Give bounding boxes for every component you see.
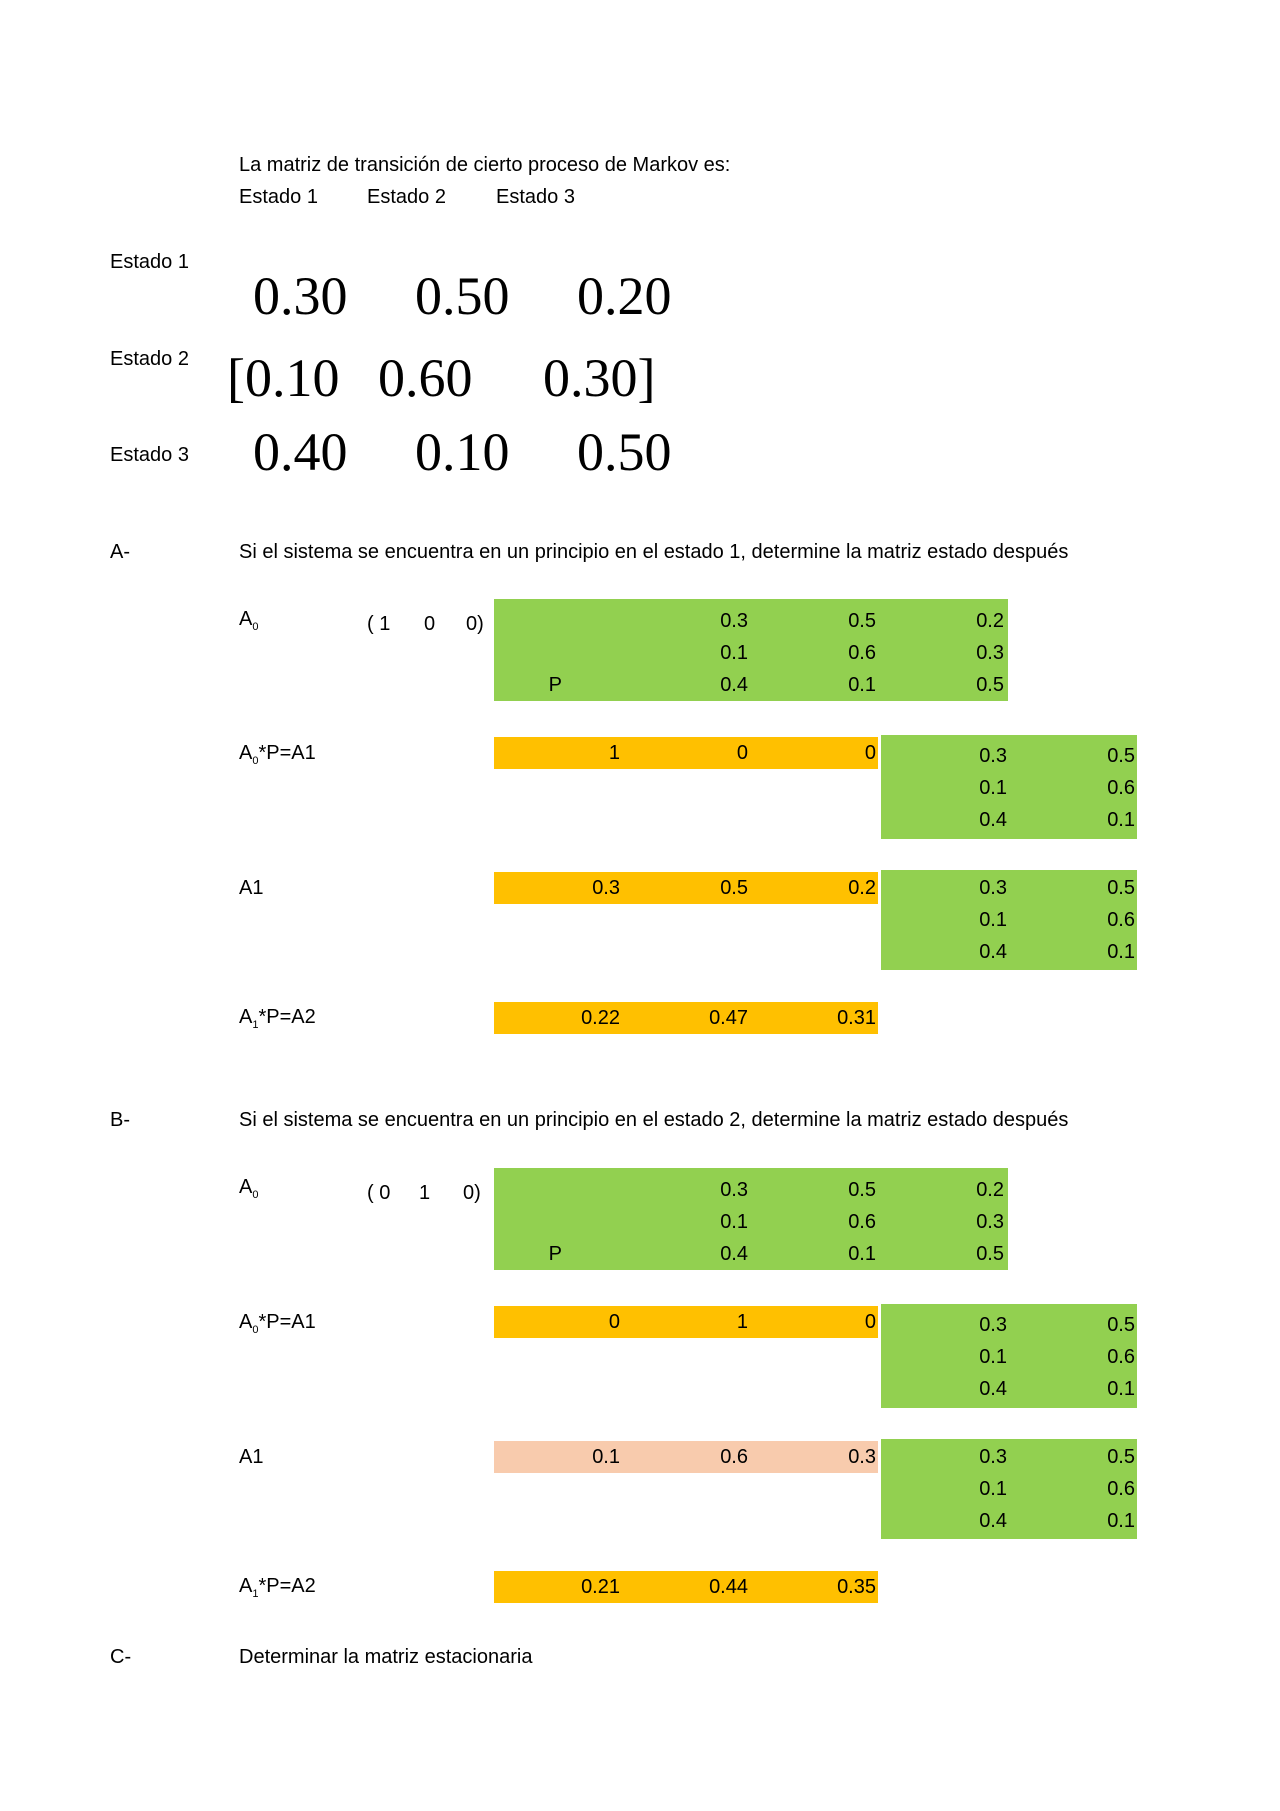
- a-step1-label: $A_0*P=A1$: [239, 742, 316, 767]
- matrix-r1-c2: 0.50: [415, 266, 510, 326]
- b-a1-m-r1-c1: 0.3: [979, 1446, 1007, 1468]
- a-step1-v3: 0: [750, 737, 878, 769]
- a-p-r3-c3: 0.5: [976, 674, 1004, 696]
- header-estado-2: Estado 2: [367, 186, 446, 208]
- row-label-estado-1: Estado 1: [110, 251, 189, 273]
- section-c-label: C-: [110, 1646, 132, 1668]
- b-p-r1-c1: 0.3: [720, 1179, 748, 1201]
- b-step2-label: $A_1*P=A2$: [239, 1575, 316, 1600]
- matrix-r2-c2: 0.60: [378, 348, 473, 408]
- b-a0-vector-2: 1: [419, 1182, 431, 1204]
- a-step1-v2: 0: [622, 737, 750, 769]
- matrix-r3-c1: 0.40: [253, 422, 348, 482]
- b-a1-m-r1-c2: 0.5: [1107, 1446, 1135, 1468]
- b-a2-v2: 0.44: [622, 1571, 750, 1603]
- a-p-r2-c2: 0.6: [848, 642, 876, 664]
- a-a2-v1: 0.22: [494, 1002, 622, 1034]
- b-step1-m-r1-c1: 0.3: [979, 1314, 1007, 1336]
- b-p-r1-c2: 0.5: [848, 1179, 876, 1201]
- a-a2-v2: 0.47: [622, 1002, 750, 1034]
- matrix-r2-c3: 0.30]: [543, 348, 656, 408]
- a-a1-v2: 0.5: [622, 872, 750, 904]
- b-a2-v1: 0.21: [494, 1571, 622, 1603]
- a-step1-m-r1-c1: 0.3: [979, 745, 1007, 767]
- a-a1-m-r1-c1: 0.3: [979, 877, 1007, 899]
- a-a1-label: A1: [239, 877, 264, 899]
- a-a1-m-r3-c1: 0.4: [979, 941, 1007, 963]
- matrix-r2-c1: [0.10: [227, 348, 340, 408]
- header-estado-3: Estado 3: [496, 186, 575, 208]
- a-step1-m-r1-c2: 0.5: [1107, 745, 1135, 767]
- b-a1-label: A1: [239, 1446, 264, 1468]
- header-estado-1: Estado 1: [239, 186, 318, 208]
- b-a0-vector-1: ( 0: [367, 1182, 391, 1204]
- b-p-r1-c3: 0.2: [976, 1179, 1004, 1201]
- b-a2-v3: 0.35: [750, 1571, 878, 1603]
- a-p-r1-c3: 0.2: [976, 610, 1004, 632]
- a-a1-m-r3-c2: 0.1: [1107, 941, 1135, 963]
- b-p-r2-c1: 0.1: [720, 1211, 748, 1233]
- a-a1-m-r2-c2: 0.6: [1107, 909, 1135, 931]
- b-a1-m-r2-c2: 0.6: [1107, 1478, 1135, 1500]
- b-p-label: P: [548, 1243, 562, 1265]
- a-p-r2-c1: 0.1: [720, 642, 748, 664]
- b-step1-m-r2-c1: 0.1: [979, 1346, 1007, 1368]
- b-step1-m-r1-c2: 0.5: [1107, 1314, 1135, 1336]
- a-step1-m-r2-c1: 0.1: [979, 777, 1007, 799]
- a-p-r1-c1: 0.3: [720, 610, 748, 632]
- b-a1-m-r3-c2: 0.1: [1107, 1510, 1135, 1532]
- b-a0-label: $A_0$: [239, 1176, 259, 1201]
- b-a1-m-r3-c1: 0.4: [979, 1510, 1007, 1532]
- a-a1-v1: 0.3: [494, 872, 622, 904]
- matrix-r1-c1: 0.30: [253, 266, 348, 326]
- b-a1-v2: 0.6: [622, 1441, 750, 1473]
- b-a1-v3: 0.3: [750, 1441, 878, 1473]
- a-a0-vector-1: ( 1: [367, 613, 391, 635]
- a-p-r2-c3: 0.3: [976, 642, 1004, 664]
- row-label-estado-3: Estado 3: [110, 444, 189, 466]
- a-a2-v3: 0.31: [750, 1002, 878, 1034]
- a-p-label: P: [548, 674, 562, 696]
- b-a1-v1: 0.1: [494, 1441, 622, 1473]
- b-a0-vector-3: 0): [463, 1182, 481, 1204]
- b-step1-m-r3-c2: 0.1: [1107, 1378, 1135, 1400]
- a-p-r3-c1: 0.4: [720, 674, 748, 696]
- a-step2-label: $A_1*P=A2$: [239, 1006, 316, 1031]
- a-a1-m-r1-c2: 0.5: [1107, 877, 1135, 899]
- a-step1-m-r3-c2: 0.1: [1107, 809, 1135, 831]
- intro-text: La matriz de transición de cierto proceso de Markov es:: [239, 154, 731, 176]
- b-a1-m-r2-c1: 0.1: [979, 1478, 1007, 1500]
- section-b-question: Si el sistema se encuentra en un principio en el estado 2, determine la matriz estado después: [239, 1109, 1069, 1131]
- a-a1-m-r2-c1: 0.1: [979, 909, 1007, 931]
- matrix-r1-c3: 0.20: [577, 266, 672, 326]
- b-p-r3-c3: 0.5: [976, 1243, 1004, 1265]
- a-a1-v3: 0.2: [750, 872, 878, 904]
- section-b-label: B-: [110, 1109, 130, 1131]
- row-label-estado-2: Estado 2: [110, 348, 189, 370]
- b-p-r2-c3: 0.3: [976, 1211, 1004, 1233]
- b-step1-v3: 0: [750, 1306, 878, 1338]
- matrix-r3-c2: 0.10: [415, 422, 510, 482]
- b-step1-m-r3-c1: 0.4: [979, 1378, 1007, 1400]
- a-p-r3-c2: 0.1: [848, 674, 876, 696]
- a-step1-m-r2-c2: 0.6: [1107, 777, 1135, 799]
- a-step1-m-r3-c1: 0.4: [979, 809, 1007, 831]
- b-p-r3-c2: 0.1: [848, 1243, 876, 1265]
- a-a0-vector-3: 0): [466, 613, 484, 635]
- b-step1-v1: 0: [494, 1306, 622, 1338]
- b-step1-v2: 1: [622, 1306, 750, 1338]
- b-p-r3-c1: 0.4: [720, 1243, 748, 1265]
- a-p-r1-c2: 0.5: [848, 610, 876, 632]
- a-a0-label: $A_0$: [239, 608, 259, 633]
- section-a-question: Si el sistema se encuentra en un principio en el estado 1, determine la matriz estado después: [239, 541, 1069, 563]
- b-p-r2-c2: 0.6: [848, 1211, 876, 1233]
- b-step1-m-r2-c2: 0.6: [1107, 1346, 1135, 1368]
- section-a-label: A-: [110, 541, 130, 563]
- b-step1-label: $A_0*P=A1$: [239, 1311, 316, 1336]
- matrix-r3-c3: 0.50: [577, 422, 672, 482]
- a-step1-v1: 1: [494, 737, 622, 769]
- a-a0-vector-2: 0: [424, 613, 436, 635]
- section-c-question: Determinar la matriz estacionaria: [239, 1646, 533, 1668]
